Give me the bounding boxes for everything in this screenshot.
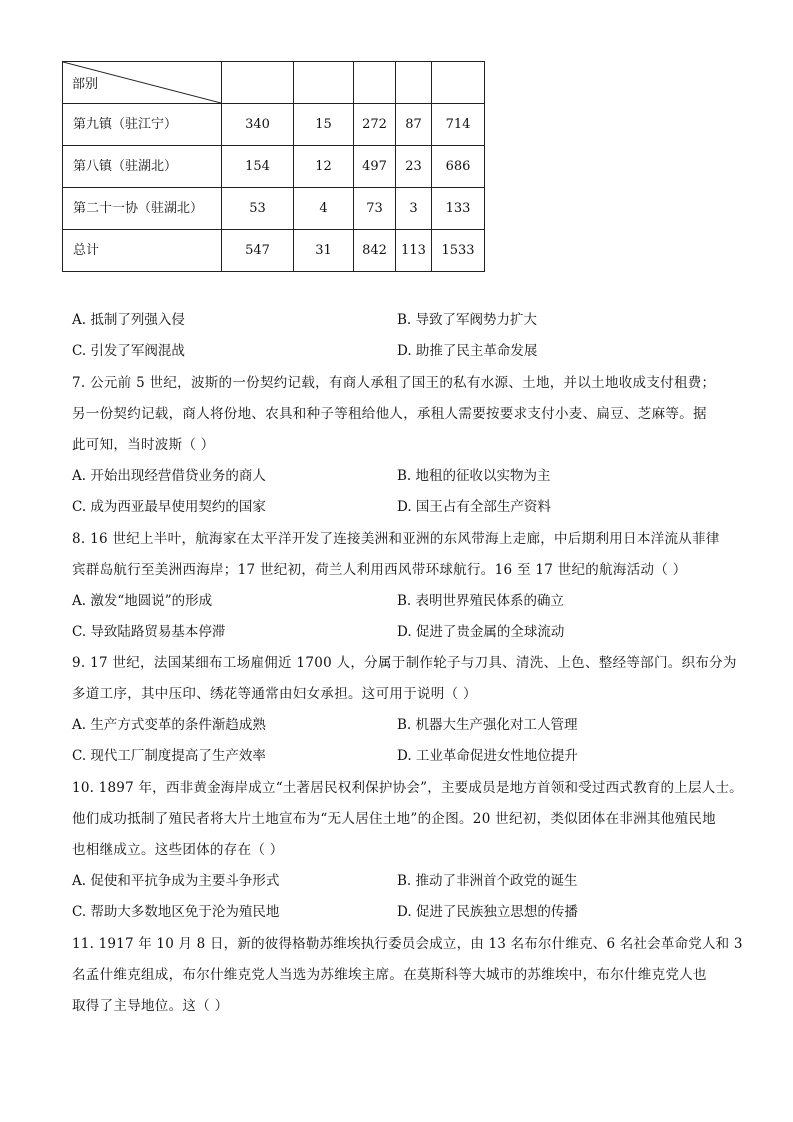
table-cell: 53 (222, 188, 294, 230)
question-stem-line: 9. 17 世纪，法国某细布工场雇佣近 1700 人，分属于制作轮子与刀具、清洗、上色、整经等部门。织布分为 (72, 655, 737, 671)
table-row (63, 188, 485, 230)
troop-table (62, 61, 485, 272)
table-cell: 12 (294, 146, 354, 188)
table-row (63, 104, 485, 146)
question-stem-line: 多道工序，其中压印、绣花等通常由妇女承担。这可用于说明（ ） (72, 686, 477, 702)
option-b: B. 表明世界殖民体系的确立 (397, 593, 565, 609)
option-c: C. 帮助大多数地区免于沦为殖民地 (72, 904, 280, 920)
option-d: D. 促进了民族独立思想的传播 (397, 904, 578, 920)
row-label: 第八镇（驻湖北） (63, 146, 222, 188)
table-cell: 31 (294, 230, 354, 272)
option-b: B. 推动了非洲首个政党的诞生 (397, 873, 578, 889)
row-label: 总计 (63, 230, 222, 272)
table-cell: 73 (354, 188, 396, 230)
header-cell (354, 62, 396, 104)
option-d: D. 工业革命促进女性地位提升 (397, 748, 578, 764)
table-cell: 1533 (432, 230, 485, 272)
table-cell: 15 (294, 104, 354, 146)
question-stem-line: 此可知，当时波斯（ ） (72, 437, 215, 453)
row-label: 第九镇（驻江宁） (63, 104, 222, 146)
question-stem-line: 7. 公元前 5 世纪，波斯的一份契约记载，有商人承租了国王的私有水源、土地，并以土地收成支付租费； (72, 375, 716, 391)
corner-label: 部别 (72, 77, 99, 92)
option-d: D. 促进了贵金属的全球流动 (397, 624, 565, 640)
table-cell: 547 (222, 230, 294, 272)
table-cell: 23 (396, 146, 432, 188)
option-c: C. 现代工厂制度提高了生产效率 (72, 748, 266, 764)
question-stem-line: 另一份契约记载，商人将份地、农具和种子等租给他人，承租人需要按要求支付小麦、扁豆、芝麻等。据 (72, 406, 707, 422)
table-row (63, 146, 485, 188)
table-header-row (63, 62, 485, 104)
question-stem-line: 8. 16 世纪上半叶，航海家在太平洋开发了连接美洲和亚洲的东风带海上走廊，中后期利用日本洋流从菲律 (72, 531, 720, 547)
header-cell (396, 62, 432, 104)
option-a: A. 抵制了列强入侵 (72, 312, 185, 328)
option-d: D. 助推了民主革命发展 (397, 343, 538, 359)
header-cell (432, 62, 485, 104)
option-a: A. 开始出现经营借贷业务的商人 (72, 468, 266, 484)
option-d: D. 国王占有全部生产资料 (397, 499, 551, 515)
table-cell: 113 (396, 230, 432, 272)
header-cell (222, 62, 294, 104)
option-c: C. 成为西亚最早使用契约的国家 (72, 499, 266, 515)
header-cell (294, 62, 354, 104)
table-cell: 133 (432, 188, 485, 230)
table-cell: 340 (222, 104, 294, 146)
option-b: B. 地租的征收以实物为主 (397, 468, 551, 484)
option-a: A. 激发“地圆说”的形成 (72, 593, 213, 609)
table-cell: 686 (432, 146, 485, 188)
table-cell: 497 (354, 146, 396, 188)
row-label: 第二十一协（驻湖北） (63, 188, 222, 230)
question-stem-line: 也相继成立。这些团体的存在（ ） (72, 842, 284, 858)
option-b: B. 机器大生产强化对工人管理 (397, 717, 578, 733)
table-cell: 4 (294, 188, 354, 230)
table-cell: 272 (354, 104, 396, 146)
question-stem-line: 取得了主导地位。这（ ） (72, 998, 229, 1014)
option-b: B. 导致了军阀势力扩大 (397, 312, 538, 328)
question-stem-line: 名孟什维克组成，布尔什维克党人当选为苏维埃主席。在莫斯科等大城市的苏维埃中，布尔什维克党人也 (72, 967, 707, 983)
question-stem-line: 10. 1897 年，西非黄金海岸成立“土著居民权利保护协会”，主要成员是地方首领和受过西式教育的上层人士。 (72, 780, 743, 796)
table-cell: 3 (396, 188, 432, 230)
question-stem-line: 他们成功抵制了殖民者将大片土地宣布为“无人居住土地”的企图。20 世纪初，类似团体在非洲其他殖民地 (72, 811, 716, 827)
table-cell: 714 (432, 104, 485, 146)
option-a: A. 生产方式变革的条件渐趋成熟 (72, 717, 266, 733)
table-total-row (63, 230, 485, 272)
table-cell: 154 (222, 146, 294, 188)
table-cell: 842 (354, 230, 396, 272)
table-cell: 87 (396, 104, 432, 146)
table-corner-cell (63, 62, 222, 104)
question-stem-line: 宾群岛航行至美洲西海岸；17 世纪初，荷兰人利用西风带环球航行。16 至 17 世纪的航海活动（ ） (72, 562, 687, 578)
option-a: A. 促使和平抗争成为主要斗争形式 (72, 873, 280, 889)
option-c: C. 引发了军阀混战 (72, 343, 185, 359)
option-c: C. 导致陆路贸易基本停滞 (72, 624, 226, 640)
question-stem-line: 11. 1917 年 10 月 8 日，新的彼得格勒苏维埃执行委员会成立，由 13 名布尔什维克、6 名社会革命党人和 3 (72, 936, 743, 952)
